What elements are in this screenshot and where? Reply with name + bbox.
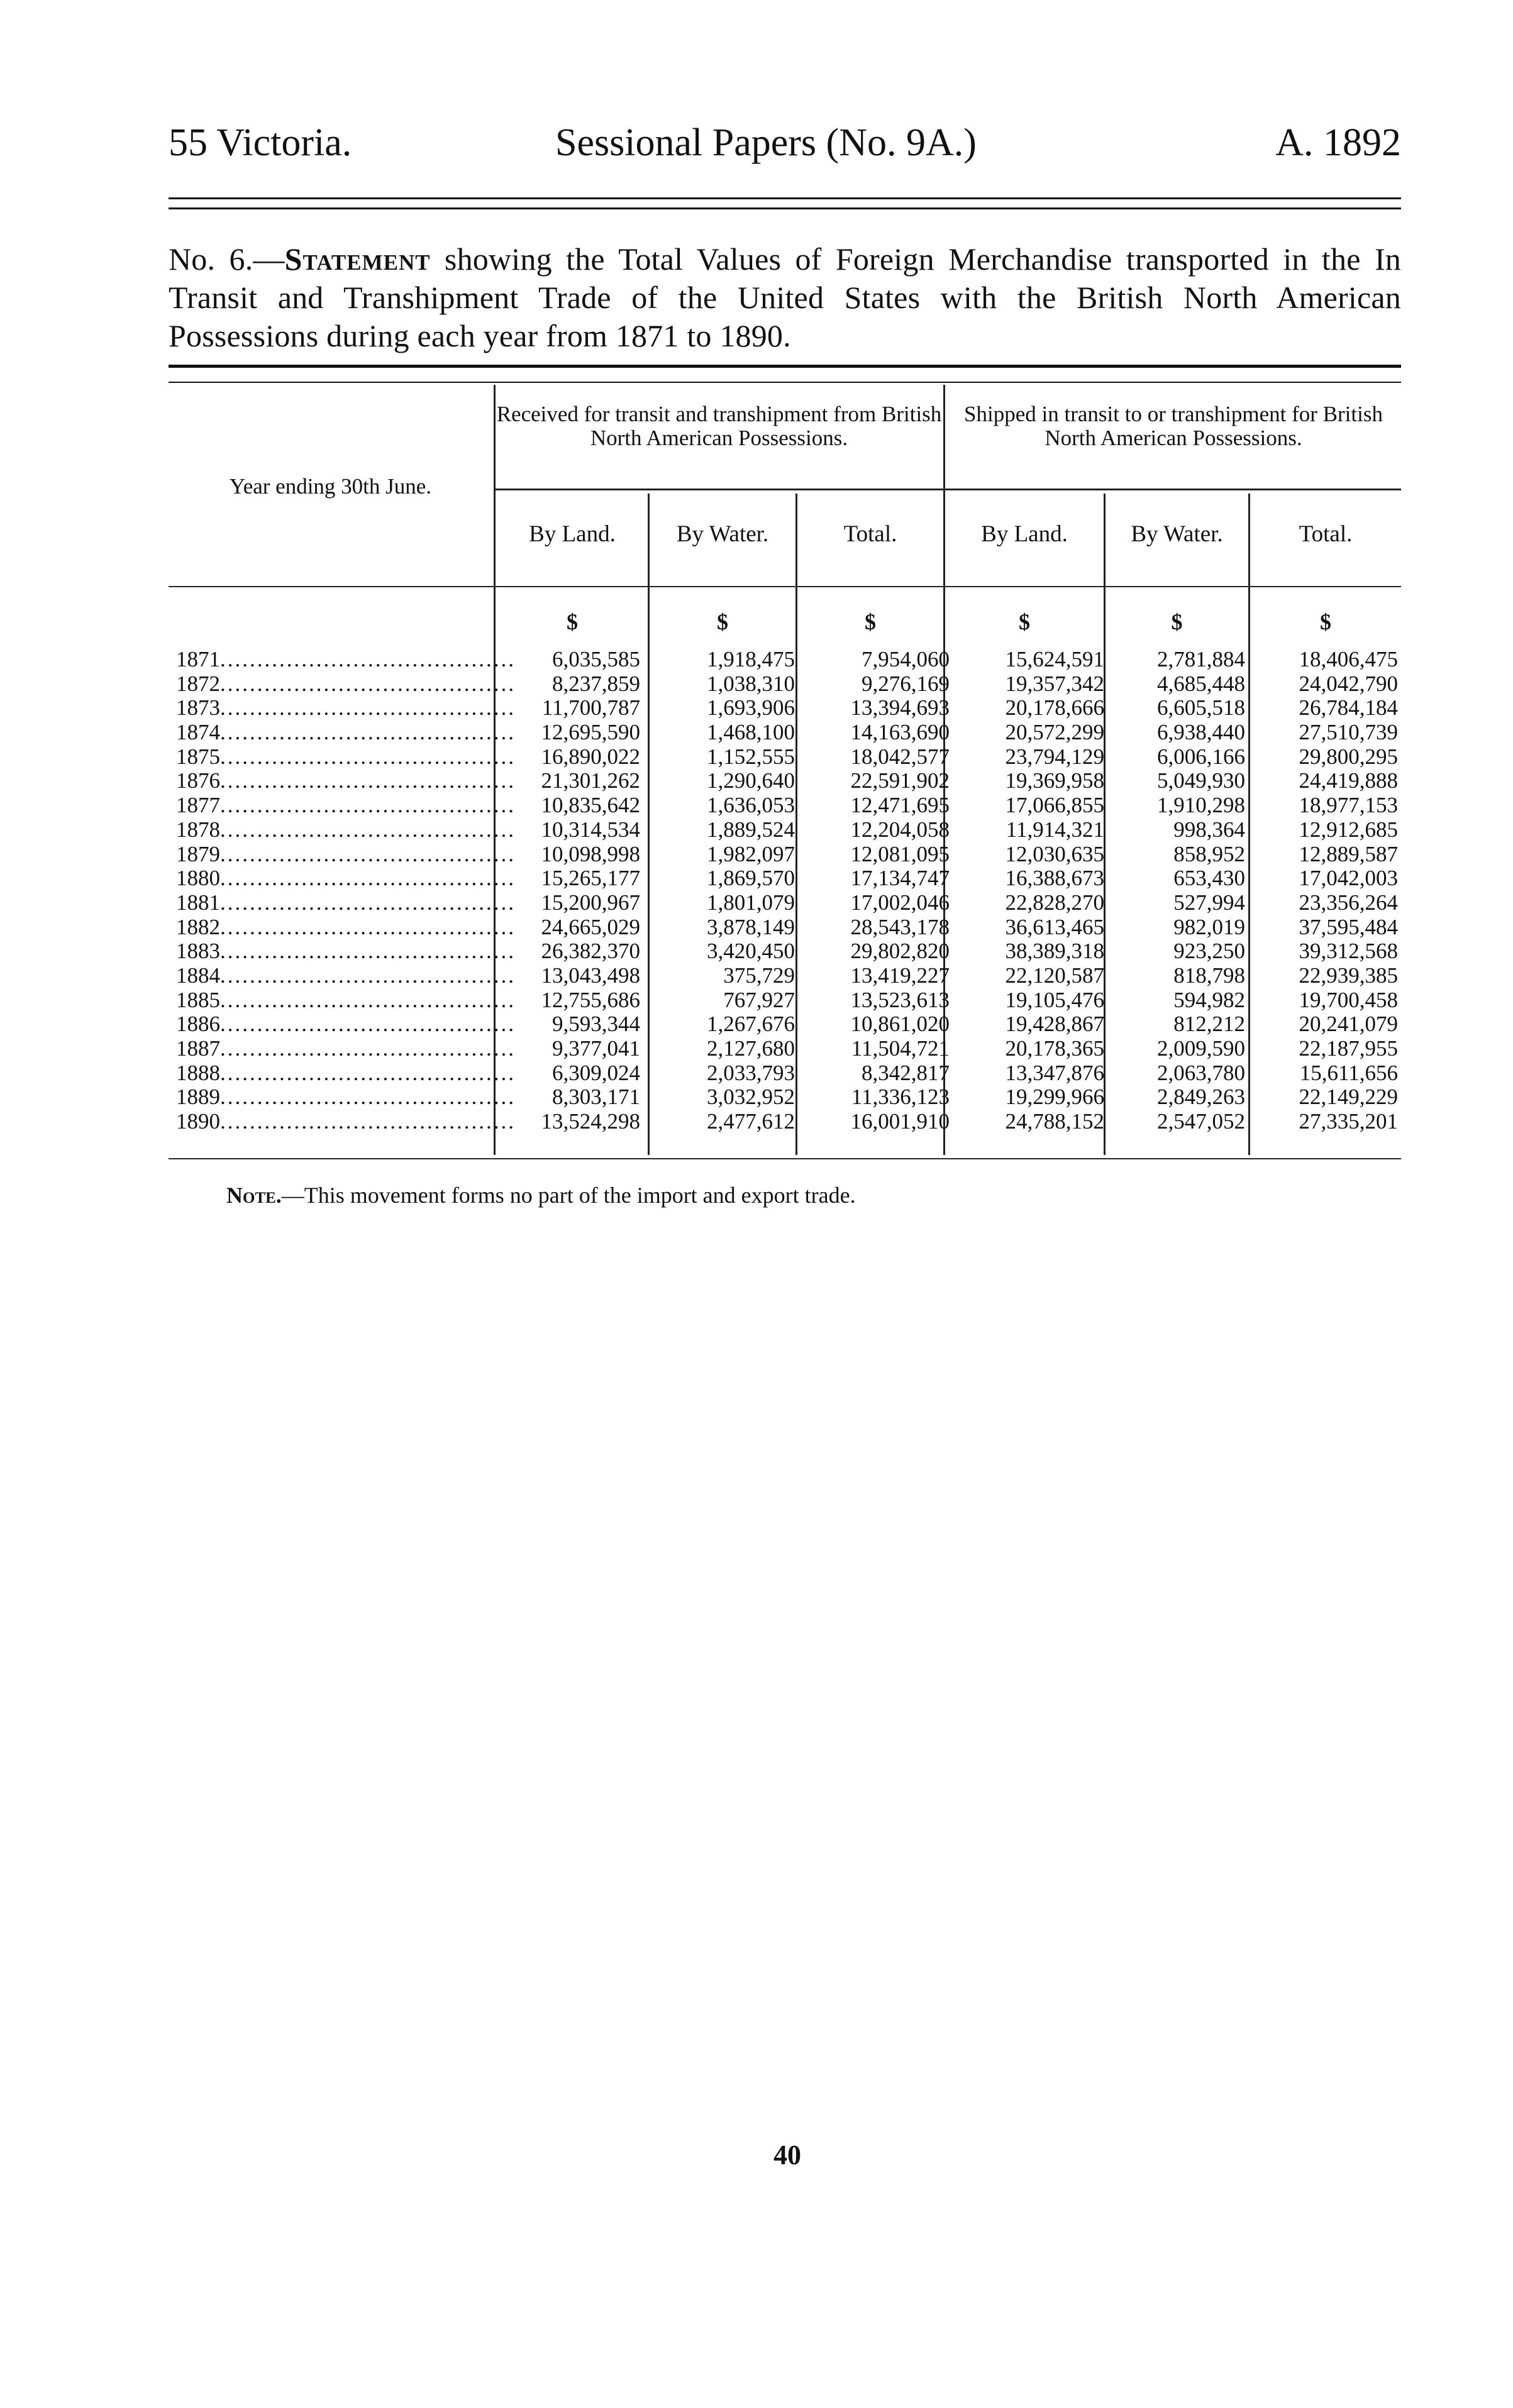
value-cell-received-land: 8,303,171 <box>552 1085 640 1110</box>
table-row <box>176 842 1401 867</box>
value-cell-shipped-total: 24,419,888 <box>1299 768 1398 793</box>
table-row <box>176 915 1401 940</box>
value-cell-shipped-land: 19,428,867 <box>1005 1012 1104 1037</box>
column-header-received-total: Total. <box>843 521 897 547</box>
value-cell-shipped-total: 18,406,475 <box>1299 647 1398 671</box>
value-cell-shipped-land: 20,178,365 <box>1005 1036 1104 1061</box>
year-cell: 1872........................................ <box>176 671 516 696</box>
year-label: 1885 <box>176 987 220 1012</box>
value-cell-shipped-water: 5,049,930 <box>1157 768 1245 793</box>
value-cell-shipped-land: 23,794,129 <box>1005 744 1104 769</box>
year-cell: 1886........................................ <box>176 1012 516 1037</box>
page-number: 40 <box>773 2140 801 2170</box>
value-cell-shipped-water: 2,063,780 <box>1157 1060 1245 1085</box>
head-rule-top <box>169 197 1401 199</box>
value-cell-shipped-total: 29,800,295 <box>1299 744 1398 769</box>
year-label: 1872 <box>176 671 220 696</box>
value-cell-shipped-land: 22,828,270 <box>1005 890 1104 915</box>
table-note <box>226 1182 856 1208</box>
value-cell-shipped-total: 23,356,264 <box>1299 890 1398 915</box>
currency-mark: $ <box>1019 609 1030 634</box>
value-cell-received-total: 13,394,693 <box>850 695 950 721</box>
year-label: 1882 <box>176 914 220 939</box>
statement-heading <box>169 240 1401 355</box>
value-cell-received-land: 12,755,686 <box>541 987 640 1012</box>
value-cell-shipped-water: 6,605,518 <box>1157 695 1245 721</box>
head-rule-bottom <box>169 207 1401 209</box>
value-cell-shipped-total: 27,335,201 <box>1299 1109 1398 1134</box>
group-header-shipped: Shipped in transit to or transhipment for British North American Possessions. <box>964 402 1383 450</box>
value-cell-received-water: 375,729 <box>723 963 795 988</box>
group-header-received: Received for transit and transhipment from British North American Possessions. <box>496 402 942 450</box>
value-cell-shipped-land: 19,299,966 <box>1005 1085 1104 1110</box>
currency-mark: $ <box>1171 609 1183 634</box>
value-cell-shipped-water: 858,952 <box>1173 841 1245 866</box>
column-header-received-land: By Land. <box>529 521 616 547</box>
value-cell-received-water: 1,889,524 <box>707 817 795 842</box>
value-cell-shipped-total: 18,977,153 <box>1299 793 1398 818</box>
value-cell-shipped-water: 818,798 <box>1173 963 1245 988</box>
value-cell-received-water: 1,801,079 <box>707 890 795 915</box>
value-cell-received-land: 15,200,967 <box>541 890 640 915</box>
value-cell-shipped-water: 2,009,590 <box>1157 1036 1245 1061</box>
value-cell-shipped-water: 982,019 <box>1173 914 1245 939</box>
column-header-shipped-land: By Land. <box>981 521 1068 547</box>
value-cell-shipped-total: 22,149,229 <box>1299 1085 1398 1110</box>
value-cell-shipped-land: 36,613,465 <box>1005 914 1104 939</box>
year-cell: 1881........................................ <box>176 890 516 915</box>
value-cell-received-water: 2,127,680 <box>707 1036 795 1061</box>
value-cell-received-land: 26,382,370 <box>541 939 640 964</box>
column-header-shipped-water: By Water. <box>1131 521 1223 547</box>
year-cell: 1884........................................ <box>176 963 516 988</box>
value-cell-received-water: 767,927 <box>723 987 795 1012</box>
value-cell-shipped-total: 20,241,079 <box>1299 1012 1398 1037</box>
value-cell-shipped-land: 16,388,673 <box>1005 866 1104 891</box>
year-cell: 1887........................................ <box>176 1036 516 1061</box>
year-label: 1879 <box>176 841 220 866</box>
table-row <box>176 1037 1401 1061</box>
value-cell-shipped-land: 12,030,635 <box>1005 841 1104 866</box>
year-label: 1873 <box>176 695 220 721</box>
group-header-rule <box>496 489 1401 490</box>
value-cell-received-water: 1,290,640 <box>707 768 795 793</box>
value-cell-received-total: 9,276,169 <box>862 671 950 696</box>
running-head-right: A. 1892 <box>1275 121 1401 164</box>
value-cell-received-total: 29,802,820 <box>850 939 950 964</box>
year-label: 1889 <box>176 1085 220 1110</box>
currency-mark: $ <box>1320 609 1331 634</box>
value-cell-received-land: 10,314,534 <box>541 817 640 842</box>
value-cell-received-water: 1,468,100 <box>707 720 795 745</box>
currency-mark: $ <box>717 609 728 634</box>
statement-text: showing the Total Values of Foreign Merchandise transported in the In Transit and Transhipment Trade of the United States with the British North American Possessions during each year from 1871 to 1890. <box>169 241 1401 353</box>
year-label: 1878 <box>176 817 220 842</box>
table-rule-bottom <box>169 1158 1401 1159</box>
value-cell-received-water: 1,869,570 <box>707 866 795 891</box>
year-cell: 1882........................................ <box>176 914 516 939</box>
year-cell: 1889........................................ <box>176 1085 516 1110</box>
year-label: 1881 <box>176 890 220 915</box>
year-cell: 1871........................................ <box>176 647 516 671</box>
value-cell-received-land: 13,524,298 <box>541 1109 640 1134</box>
year-label: 1888 <box>176 1060 220 1085</box>
value-cell-shipped-water: 4,685,448 <box>1157 671 1245 696</box>
year-cell: 1888........................................ <box>176 1060 516 1085</box>
value-cell-received-water: 3,420,450 <box>707 939 795 964</box>
running-head-center: Sessional Papers (No. 9A.) <box>555 121 977 164</box>
value-cell-shipped-land: 20,572,299 <box>1005 720 1104 745</box>
value-cell-received-water: 1,636,053 <box>707 793 795 818</box>
year-cell: 1880........................................ <box>176 866 516 891</box>
value-cell-shipped-total: 17,042,003 <box>1299 866 1398 891</box>
value-cell-received-total: 13,523,613 <box>850 987 950 1012</box>
table-row <box>176 721 1401 745</box>
value-cell-shipped-total: 27,510,739 <box>1299 720 1398 745</box>
value-cell-received-total: 17,134,747 <box>850 866 950 891</box>
value-cell-received-land: 21,301,262 <box>541 768 640 793</box>
table-row <box>176 866 1401 891</box>
table-row <box>176 1110 1401 1134</box>
year-label: 1877 <box>176 793 220 818</box>
table-row <box>176 696 1401 721</box>
table-row <box>176 891 1401 915</box>
currency-mark: $ <box>567 609 578 634</box>
value-cell-shipped-total: 15,611,656 <box>1299 1060 1398 1085</box>
year-label: 1886 <box>176 1012 220 1037</box>
value-cell-shipped-land: 11,914,321 <box>1006 817 1104 842</box>
year-label: 1883 <box>176 939 220 964</box>
value-cell-shipped-land: 20,178,666 <box>1005 695 1104 721</box>
value-cell-shipped-total: 37,595,484 <box>1299 914 1398 939</box>
value-cell-received-land: 9,377,041 <box>552 1036 640 1061</box>
statement-keyword: Statement <box>284 241 431 277</box>
year-cell: 1874........................................ <box>176 720 516 745</box>
table-row <box>176 964 1401 988</box>
value-cell-shipped-land: 13,347,876 <box>1005 1060 1104 1085</box>
value-cell-shipped-total: 22,939,385 <box>1299 963 1398 988</box>
value-cell-shipped-total: 22,187,955 <box>1299 1036 1398 1061</box>
value-cell-received-total: 17,002,046 <box>850 890 950 915</box>
year-label: 1887 <box>176 1036 220 1061</box>
year-label: 1874 <box>176 720 220 745</box>
table-row <box>176 793 1401 818</box>
table-row <box>176 769 1401 793</box>
column-header-received-water: By Water. <box>676 521 769 547</box>
value-cell-received-total: 7,954,060 <box>862 647 950 671</box>
year-cell: 1890........................................ <box>176 1109 516 1134</box>
year-cell: 1883........................................ <box>176 939 516 964</box>
table-row <box>176 672 1401 697</box>
year-label: 1871 <box>176 647 220 671</box>
year-label: 1880 <box>176 866 220 891</box>
table-row <box>176 988 1401 1013</box>
value-cell-shipped-water: 998,364 <box>1173 817 1245 842</box>
value-cell-received-total: 12,204,058 <box>850 817 950 842</box>
value-cell-received-total: 11,504,721 <box>851 1036 950 1061</box>
value-cell-received-land: 10,098,998 <box>541 841 640 866</box>
table-rule-top <box>169 365 1401 368</box>
value-cell-received-water: 1,982,097 <box>707 841 795 866</box>
year-column-header: Year ending 30th June. <box>229 474 432 499</box>
value-cell-received-land: 15,265,177 <box>541 866 640 891</box>
value-cell-shipped-water: 812,212 <box>1173 1012 1245 1037</box>
value-cell-shipped-water: 2,849,263 <box>1157 1085 1245 1110</box>
value-cell-shipped-total: 24,042,790 <box>1299 671 1398 696</box>
value-cell-shipped-land: 24,788,152 <box>1005 1109 1104 1134</box>
value-cell-shipped-land: 19,357,342 <box>1005 671 1104 696</box>
running-head <box>169 121 1401 177</box>
value-cell-received-total: 10,861,020 <box>850 1012 950 1037</box>
value-cell-shipped-water: 653,430 <box>1173 866 1245 891</box>
value-cell-received-land: 11,700,787 <box>541 695 640 721</box>
value-cell-received-water: 1,267,676 <box>707 1012 795 1037</box>
value-cell-received-land: 10,835,642 <box>541 793 640 818</box>
value-cell-received-total: 22,591,902 <box>850 768 950 793</box>
value-cell-shipped-water: 2,781,884 <box>1157 647 1245 671</box>
table-body <box>176 648 1401 1134</box>
table-rule-top-thin <box>169 382 1401 383</box>
value-cell-received-land: 24,665,029 <box>541 914 640 939</box>
note-text: —This movement forms no part of the import and export trade. <box>281 1183 856 1208</box>
value-cell-shipped-land: 15,624,591 <box>1005 647 1104 671</box>
year-cell: 1877........................................ <box>176 793 516 818</box>
value-cell-received-water: 1,918,475 <box>707 647 795 671</box>
value-cell-received-total: 8,342,817 <box>862 1060 950 1085</box>
value-cell-shipped-land: 22,120,587 <box>1005 963 1104 988</box>
value-cell-received-land: 6,035,585 <box>552 647 640 671</box>
table-row <box>176 939 1401 964</box>
table-row <box>176 1061 1401 1086</box>
value-cell-received-total: 13,419,227 <box>850 963 950 988</box>
value-cell-received-land: 9,593,344 <box>552 1012 640 1037</box>
year-cell: 1873........................................ <box>176 695 516 721</box>
value-cell-shipped-land: 38,389,318 <box>1005 939 1104 964</box>
value-cell-received-land: 6,309,024 <box>552 1060 640 1085</box>
value-cell-received-water: 1,152,555 <box>707 744 795 769</box>
value-cell-shipped-water: 6,938,440 <box>1157 720 1245 745</box>
value-cell-shipped-water: 527,994 <box>1173 890 1245 915</box>
value-cell-received-total: 11,336,123 <box>851 1085 950 1110</box>
value-cell-shipped-total: 26,784,184 <box>1299 695 1398 721</box>
value-cell-shipped-total: 39,312,568 <box>1299 939 1398 964</box>
value-cell-received-total: 12,471,695 <box>850 793 950 818</box>
table-row <box>176 1012 1401 1037</box>
year-cell: 1878........................................ <box>176 817 516 842</box>
value-cell-received-water: 3,032,952 <box>707 1085 795 1110</box>
running-head-left: 55 Victoria. <box>169 121 352 164</box>
year-cell: 1876........................................ <box>176 768 516 793</box>
value-cell-received-land: 8,237,859 <box>552 671 640 696</box>
year-label: 1876 <box>176 768 220 793</box>
year-cell: 1875........................................ <box>176 744 516 769</box>
value-cell-received-total: 28,543,178 <box>850 914 950 939</box>
currency-mark: $ <box>865 609 876 634</box>
value-cell-shipped-land: 19,105,476 <box>1005 987 1104 1012</box>
table-row <box>176 648 1401 672</box>
value-cell-received-total: 12,081,095 <box>850 841 950 866</box>
year-cell: 1879........................................ <box>176 841 516 866</box>
year-label: 1875 <box>176 744 220 769</box>
value-cell-received-water: 1,693,906 <box>707 695 795 721</box>
note-label: Note. <box>226 1183 282 1208</box>
value-cell-shipped-total: 12,912,685 <box>1299 817 1398 842</box>
year-cell: 1885........................................ <box>176 987 516 1012</box>
column-header-shipped-total: Total. <box>1299 521 1353 547</box>
value-cell-shipped-water: 6,006,166 <box>1157 744 1245 769</box>
value-cell-shipped-water: 923,250 <box>1173 939 1245 964</box>
value-cell-received-land: 12,695,590 <box>541 720 640 745</box>
value-cell-received-total: 16,001,910 <box>850 1109 950 1134</box>
table-row <box>176 818 1401 842</box>
value-cell-shipped-land: 19,369,958 <box>1005 768 1104 793</box>
value-cell-shipped-total: 12,889,587 <box>1299 841 1398 866</box>
value-cell-shipped-water: 2,547,052 <box>1157 1109 1245 1134</box>
value-cell-received-water: 2,033,793 <box>707 1060 795 1085</box>
header-rule <box>169 586 1401 587</box>
value-cell-shipped-water: 594,982 <box>1173 987 1245 1012</box>
value-cell-received-land: 13,043,498 <box>541 963 640 988</box>
table-row <box>176 1085 1401 1110</box>
statement-number: No. 6.— <box>169 241 285 277</box>
value-cell-shipped-total: 19,700,458 <box>1299 987 1398 1012</box>
table-row <box>176 745 1401 770</box>
value-cell-shipped-land: 17,066,855 <box>1005 793 1104 818</box>
value-cell-received-water: 2,477,612 <box>707 1109 795 1134</box>
value-cell-received-land: 16,890,022 <box>541 744 640 769</box>
value-cell-shipped-water: 1,910,298 <box>1157 793 1245 818</box>
value-cell-received-water: 1,038,310 <box>707 671 795 696</box>
value-cell-received-water: 3,878,149 <box>707 914 795 939</box>
year-label: 1884 <box>176 963 220 988</box>
value-cell-received-total: 18,042,577 <box>850 744 950 769</box>
year-label: 1890 <box>176 1109 220 1134</box>
value-cell-received-total: 14,163,690 <box>850 720 950 745</box>
